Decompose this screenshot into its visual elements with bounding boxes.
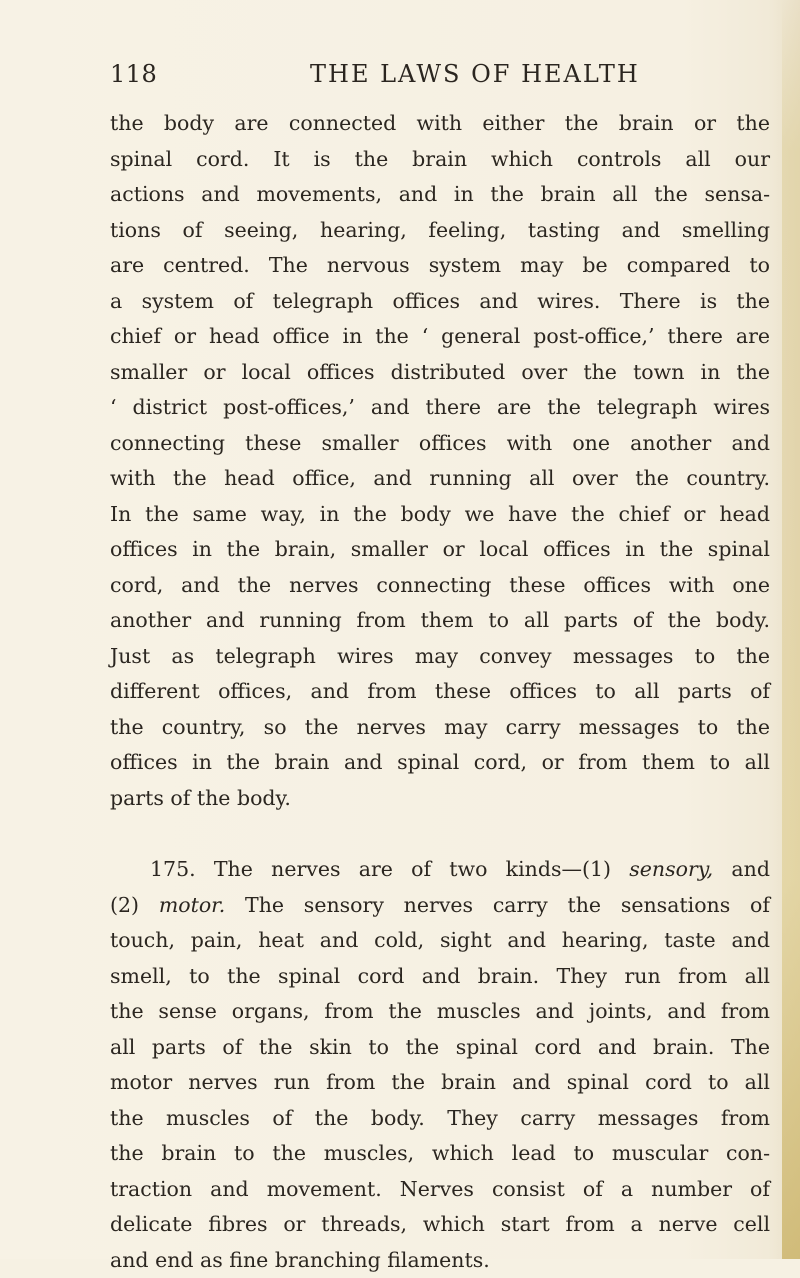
text-line: and end as fine branching filaments. [110,1243,770,1278]
text-line [110,888,770,924]
text-line: the muscles of the body. They carry messages from [110,1101,770,1137]
text-line: chief or head office in the ‘ general post-office,’ there are [110,319,770,355]
text-line: another and running from them to all parts of the body. [110,603,770,639]
text-line: traction and movement. Nerves consist of a number of [110,1172,770,1208]
text-line: offices in the brain, smaller or local offices in the spinal [110,532,770,568]
line-end: and [713,857,770,881]
term-motor: motor. [159,893,225,917]
text-line: In the same way, in the body we have the chief or head [110,497,770,533]
running-title: THE LAWS OF HEALTH [310,60,640,88]
text-line: parts of the body. [110,781,770,817]
text-line: different offices, and from these offices to all parts of [110,674,770,710]
text-line: smell, to the spinal cord and brain. They run from all [110,959,770,995]
paragraph-2 [110,852,770,1278]
text-line: Just as telegraph wires may convey messages to the [110,639,770,675]
text-line: actions and movements, and in the brain all the sensa- [110,177,770,213]
text-line: touch, pain, heat and cold, sight and hearing, taste and [110,923,770,959]
text-line: the brain to the muscles, which lead to muscular con- [110,1136,770,1172]
text-line: a system of telegraph offices and wires. There is the [110,284,770,320]
line-start: (2) [110,893,159,917]
text-line: all parts of the skin to the spinal cord and brain. The [110,1030,770,1066]
text-line: with the head office, and running all over the country. [110,461,770,497]
term-sensory: sensory, [629,857,713,881]
text-line: the body are connected with either the brain or the [110,106,770,142]
text-line: spinal cord. It is the brain which controls all our [110,142,770,178]
text-line: tions of seeing, hearing, feeling, tasting and smelling [110,213,770,249]
line-end: The sensory nerves carry the sensations of [225,893,770,917]
page-number: 118 [110,60,157,88]
section-175-start: 175. The nerves are of two kinds—(1) [150,857,629,881]
paragraph-1 [110,106,770,816]
page-edge-stain [782,0,800,1259]
body-text [110,106,770,1278]
text-line [110,852,770,888]
text-line: the sense organs, from the muscles and joints, and from [110,994,770,1030]
text-line: ‘ district post-offices,’ and there are the telegraph wires [110,390,770,426]
text-line: are centred. The nervous system may be compared to [110,248,770,284]
text-line: smaller or local offices distributed over the town in the [110,355,770,391]
paragraph-gap [110,816,770,852]
page-header [110,60,770,100]
text-line: offices in the brain and spinal cord, or from them to all [110,745,770,781]
text-line: connecting these smaller offices with one another and [110,426,770,462]
text-line: the country, so the nerves may carry messages to the [110,710,770,746]
text-line: cord, and the nerves connecting these offices with one [110,568,770,604]
text-line: delicate fibres or threads, which start from a nerve cell [110,1207,770,1243]
text-line: motor nerves run from the brain and spinal cord to all [110,1065,770,1101]
